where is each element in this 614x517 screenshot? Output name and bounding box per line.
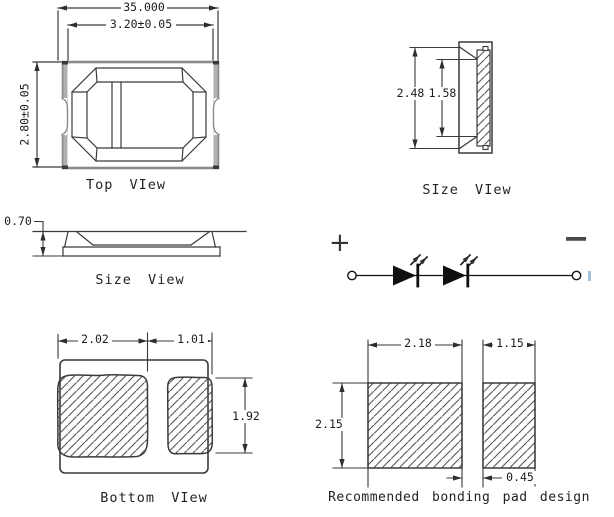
dim-pad-design-gap: 0.45 bbox=[502, 471, 538, 484]
bottom-view-drawing bbox=[58, 333, 252, 473]
dim-pad-design-right-width: 1.15 bbox=[493, 337, 527, 350]
pad-design-label: Recommended bonding pad design bbox=[328, 490, 590, 505]
cathode-minus-symbol: − bbox=[562, 219, 590, 257]
dim-pad-design-left-width: 2.18 bbox=[401, 337, 435, 350]
front-view-label: Size View bbox=[95, 272, 185, 288]
top-view-drawing bbox=[33, 8, 223, 169]
dim-side-inner-height: 1.58 bbox=[428, 86, 457, 100]
pad-design-right-pad bbox=[483, 383, 535, 468]
dim-side-outer-height: 2.48 bbox=[396, 86, 425, 100]
circuit-diagram bbox=[348, 253, 581, 286]
dim-overall-width: 35.000 bbox=[121, 1, 167, 14]
bottom-view-label: Bottom VIew bbox=[100, 490, 208, 506]
circuit-terminal-left bbox=[348, 271, 356, 279]
dim-body-width: 3.20±0.05 bbox=[106, 18, 176, 31]
front-view-dimension-lines bbox=[33, 222, 62, 257]
bottom-view-anode-pad bbox=[58, 375, 148, 457]
front-view-drawing bbox=[33, 222, 246, 257]
top-view-label: Top VIew bbox=[85, 177, 167, 193]
pad-design-drawing bbox=[333, 340, 535, 487]
dim-bottom-right-pad-width: 1.01 bbox=[174, 333, 208, 346]
bottom-view-cathode-pad bbox=[168, 377, 213, 454]
pad-design-left-pad bbox=[368, 383, 462, 468]
dim-bottom-left-pad-width: 2.02 bbox=[78, 333, 112, 346]
side-view-phosphor-layer bbox=[477, 50, 490, 146]
dim-pad-design-height: 2.15 bbox=[312, 418, 346, 431]
dim-thickness: 0.70 bbox=[2, 215, 34, 228]
led-symbol-1 bbox=[393, 255, 427, 286]
anode-plus-symbol: + bbox=[329, 228, 351, 258]
circuit-terminal-right bbox=[572, 271, 580, 279]
led-symbol-2 bbox=[443, 255, 477, 286]
dim-body-height: 2.80±0.05 bbox=[19, 81, 32, 149]
text-cursor-artifact bbox=[588, 271, 591, 281]
dim-bottom-pad-height: 1.92 bbox=[229, 410, 263, 423]
side-view-label: SIze VIew bbox=[422, 182, 512, 198]
